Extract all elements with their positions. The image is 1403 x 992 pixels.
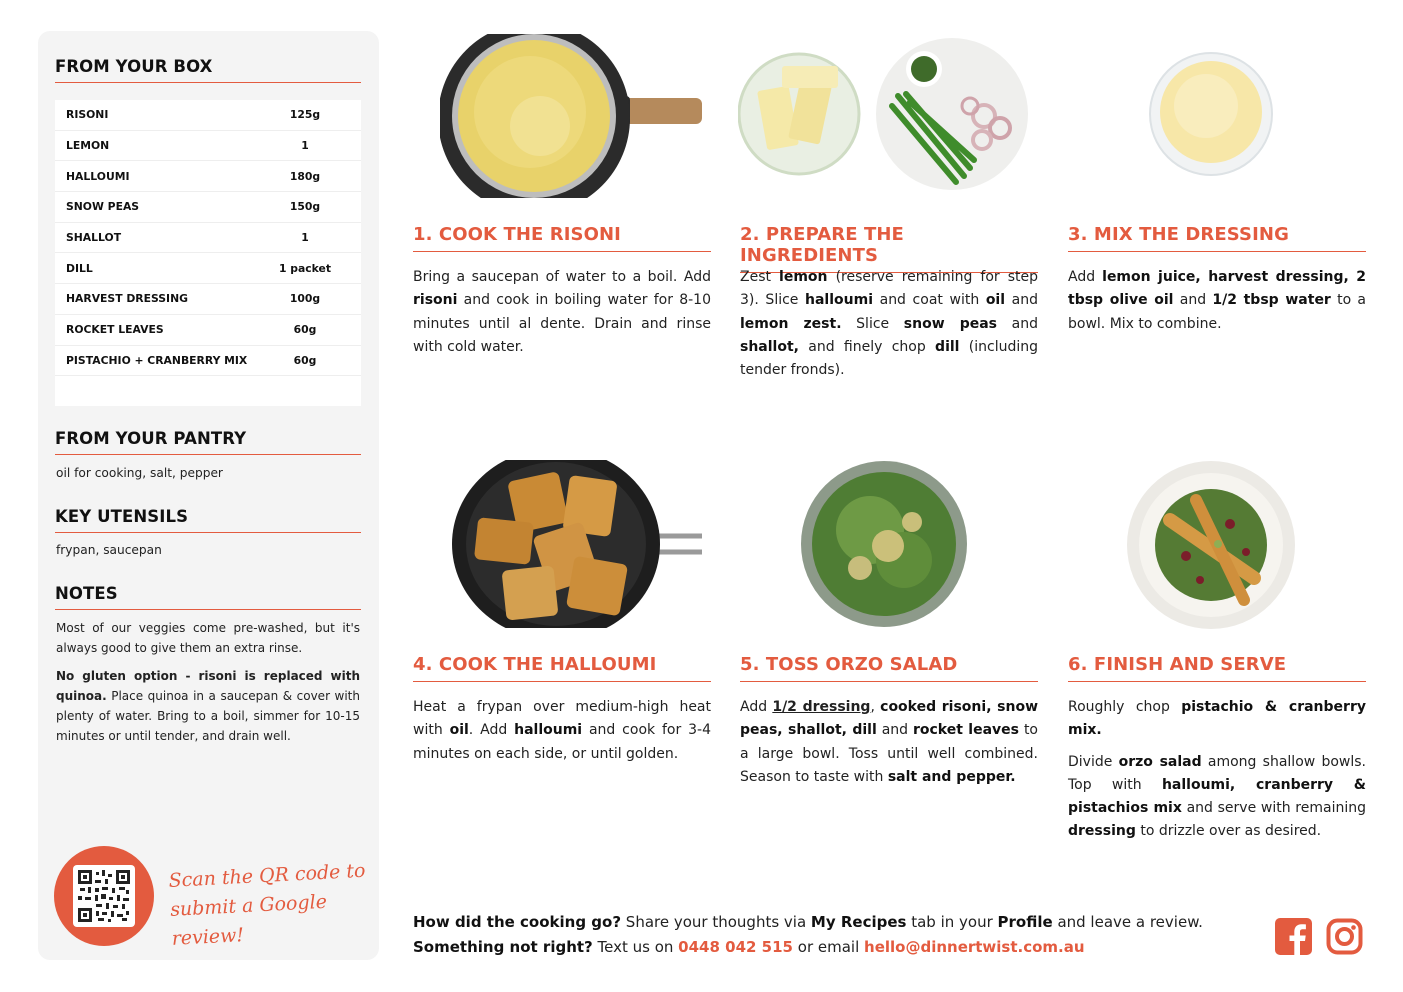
dressing-bowl-image	[1148, 52, 1274, 180]
facebook-icon[interactable]	[1275, 918, 1312, 955]
feedback-footer	[413, 910, 1203, 960]
box-heading: FROM YOUR BOX	[55, 57, 361, 83]
utensils-text: frypan, saucepan	[56, 543, 162, 557]
feedback-line: How did the cooking go? Share your thoughts via My Recipes tab in your Profile and leave a review.	[413, 913, 1203, 931]
halloumi-in-frypan-image	[452, 460, 702, 632]
notes-paragraph-1: Most of our veggies come pre-washed, but it's always good to give them an extra rinse.	[56, 621, 360, 655]
pantry-heading: FROM YOUR PANTRY	[55, 429, 361, 455]
utensils-heading: KEY UTENSILS	[55, 507, 361, 533]
qr-code[interactable]	[73, 865, 135, 927]
step-5-title: 5. TOSS ORZO SALAD	[740, 654, 1038, 682]
plated-dish-image	[1126, 460, 1296, 634]
email-link[interactable]: hello@dinnertwist.com.au	[864, 938, 1085, 956]
step-3-title: 3. MIX THE DRESSING	[1068, 224, 1366, 252]
halloumi-and-vegetables-image	[738, 36, 1030, 196]
qr-code-icon	[78, 870, 130, 922]
ingredients-panel	[38, 31, 379, 960]
step-3-text: Add lemon juice, harvest dressing, 2 tbsp olive oil and 1/2 tbsp water to a bowl. Mix to combine.	[1068, 269, 1366, 332]
step-5-text: Add 1/2 dressing, cooked risoni, snow peas, shallot, dill and rocket leaves to a large bowl. Toss until well combined. Season to taste with salt and pepper.	[740, 699, 1039, 785]
step-4-title: 4. COOK THE HALLOUMI	[413, 654, 711, 682]
table-row: HARVEST DRESSING 100g	[55, 284, 361, 315]
phone-link[interactable]: 0448 042 515	[678, 938, 793, 956]
step-6-title: 6. FINISH AND SERVE	[1068, 654, 1366, 682]
step-2-text: Zest lemon (reserve remaining for step 3). Slice halloumi and coat with oil and lemon zest. Slice snow peas and shallot, and finely chop dill (including tender fronds).	[740, 269, 1039, 379]
qr-caption: Scan the QR code to submit a Google review!	[168, 859, 366, 950]
table-row: ROCKET LEAVES 60g	[55, 315, 361, 346]
step-2-title: 2. PREPARE THE INGREDIENTS	[740, 224, 1038, 273]
table-row: DILL 1 packet	[55, 253, 361, 284]
box-ingredients-table	[55, 100, 361, 406]
step-1-title: 1. COOK THE RISONI	[413, 224, 711, 252]
step-1-text: Bring a saucepan of water to a boil. Add risoni and cook in boiling water for 8-10 minutes until al dente. Drain and rinse with cold water.	[413, 269, 711, 355]
risoni-in-colander-image	[440, 34, 702, 202]
table-row: SHALLOT 1	[55, 223, 361, 254]
table-row: RISONI 125g	[55, 100, 361, 131]
contact-line: Something not right? Text us on 0448 042 515 or email hello@dinnertwist.com.au	[413, 938, 1085, 956]
step-6-text: Roughly chop pistachio & cranberry mix. Divide orzo salad among shallow bowls. Top with halloumi, cranberry & pistachios mix and serve with remaining dressing to drizzle over as desired.	[1068, 699, 1366, 840]
instagram-icon[interactable]	[1326, 918, 1363, 955]
table-row: SNOW PEAS 150g	[55, 192, 361, 223]
table-row: LEMON 1	[55, 131, 361, 162]
step-4-text: Heat a frypan over medium-high heat with oil. Add halloumi and cook for 3-4 minutes on each side, or until golden.	[413, 699, 711, 762]
table-row: PISTACHIO + CRANBERRY MIX 60g	[55, 346, 361, 377]
orzo-salad-bowl-image	[800, 460, 968, 632]
table-row: HALLOUMI 180g	[55, 161, 361, 192]
pantry-text: oil for cooking, salt, pepper	[56, 466, 223, 480]
qr-code-badge[interactable]	[54, 846, 154, 946]
notes-paragraph-2: No gluten option - risoni is replaced with quinoa. Place quinoa in a saucepan & cover with plenty of water. Bring to a boil, simmer for 10-15 minutes or until tender, and drain well.	[56, 669, 360, 743]
notes-heading: NOTES	[55, 584, 361, 610]
